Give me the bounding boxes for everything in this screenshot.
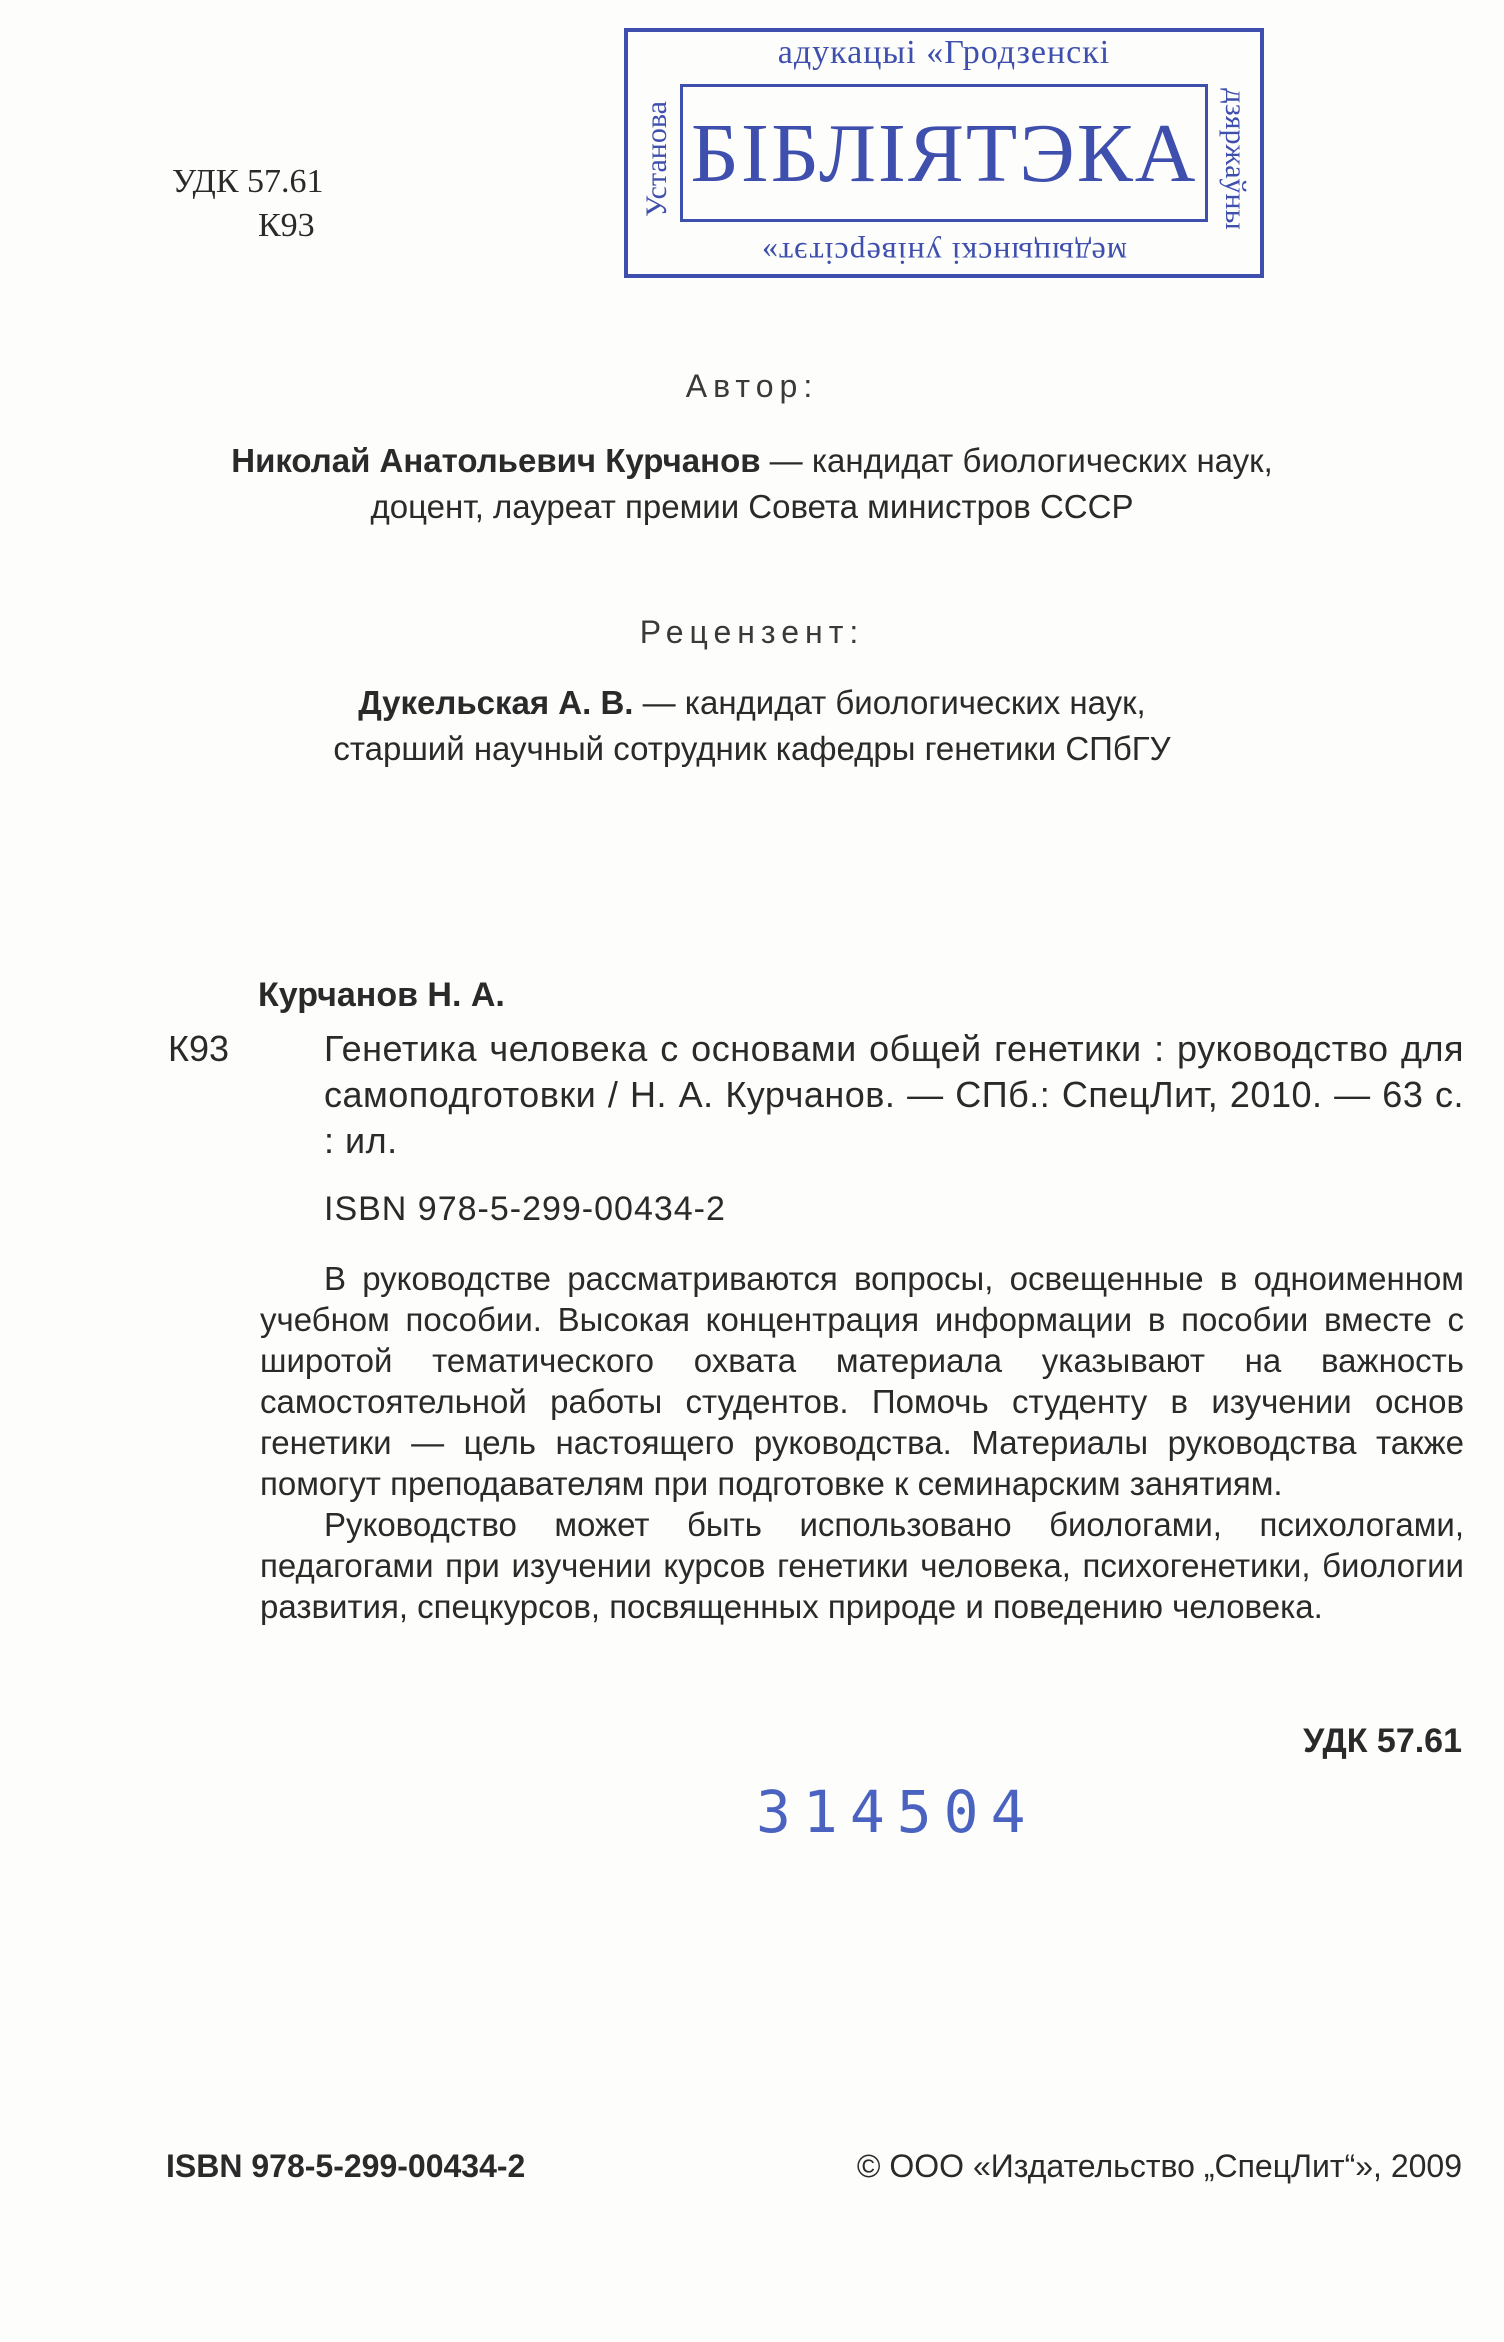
author-name: Николай Анатольевич Курчанов	[231, 442, 761, 479]
footer-copyright: © ООО «Издательство „СпецЛит“», 2009	[856, 2148, 1462, 2184]
author-line-1	[0, 438, 1504, 484]
bibliographic-author: Курчанов Н. А.	[258, 976, 505, 1014]
reviewer-line-2: старший научный сотрудник кафедры генетики СПбГУ	[333, 730, 1171, 767]
stamp-bottom-text: медыцынскі універсітэт»	[761, 236, 1127, 272]
library-stamp	[624, 28, 1264, 278]
stamp-main-box	[680, 84, 1208, 222]
abstract	[260, 1258, 1464, 1627]
reviewer-line-1	[0, 680, 1504, 726]
author-heading: Автор:	[685, 368, 819, 404]
stamp-main-text: БІБЛІЯТЭКА	[690, 106, 1198, 200]
classification-block	[172, 160, 324, 248]
reviewer-name: Дукельская А. В.	[358, 684, 634, 721]
author-line-2: доцент, лауреат премии Совета министров СССР	[370, 488, 1134, 525]
bibliographic-code: К93	[168, 1028, 230, 1069]
stamp-top-text: адукацыі «Гродзенскі	[777, 34, 1111, 71]
author-code: К93	[258, 207, 315, 244]
reviewer-title: — кандидат биологических наук,	[633, 684, 1146, 721]
bibliographic-isbn: ISBN 978-5-299-00434-2	[324, 1190, 726, 1228]
udk-bottom: УДК 57.61	[1303, 1722, 1462, 1760]
udk-code: УДК 57.61	[172, 163, 324, 200]
footer-isbn: ISBN 978-5-299-00434-2	[166, 2148, 526, 2184]
author-title: — кандидат биологических наук,	[760, 442, 1273, 479]
stamp-left-text: Установа	[640, 101, 673, 217]
stamp-right-text: дзяржаўны	[1219, 88, 1252, 230]
inventory-number-stamp: 314504	[756, 1778, 1038, 1846]
bibliographic-description: Генетика человека с основами общей генетики : руководство для самоподготовки / Н. А. Курчанов. — СПб.: СпецЛит, 2010. — 63 с. : ил.	[324, 1028, 1464, 1161]
abstract-paragraph-1: В руководстве рассматриваются вопросы, освещенные в одноименном учебном пособии. Высокая концентрация информации в пособии вместе с широтой тематического охвата материала указывают на важность самостоятельной работы студентов. Помочь студенту в изучении основ генетики — цель настоящего руководства. Материалы руководства также помогут преподавателям при подготовке к семинарским занятиям.	[260, 1260, 1464, 1502]
abstract-paragraph-2: Руководство может быть использовано биологами, психологами, педагогами при изучении курсов генетики человека, психогенетики, биологии развития, спецкурсов, посвященных природе и поведению человека.	[260, 1506, 1464, 1625]
reviewer-heading: Рецензент:	[639, 614, 865, 650]
